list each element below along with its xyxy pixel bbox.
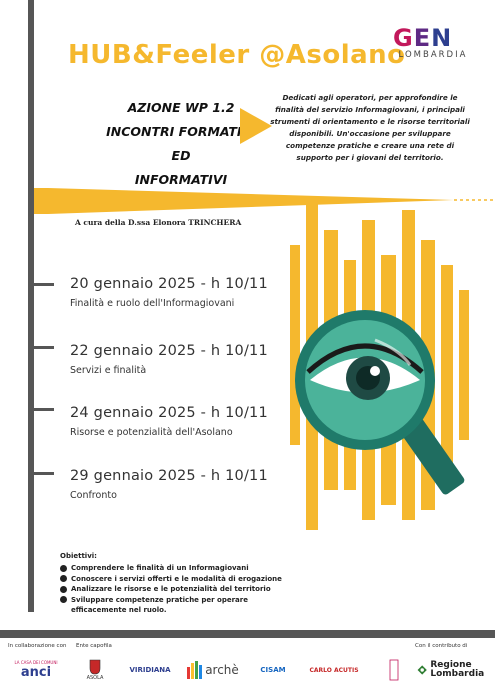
- event-item: [70, 276, 268, 309]
- sponsor-asola-logo: ASOLA: [72, 656, 118, 684]
- bullet-icon: [60, 575, 67, 582]
- footer-bar: [0, 630, 495, 638]
- timeline-tick: [34, 346, 54, 349]
- page-title: HUB&Feeler @Asolano: [68, 40, 406, 70]
- action-line-2: INCONTRI FORMATIVI ED: [106, 124, 256, 163]
- bullet-icon: [60, 565, 67, 572]
- bullet-icon: [60, 586, 67, 593]
- sponsor-regione-lombardia-logo: Regione Lombardia: [417, 656, 487, 684]
- event-item: [70, 468, 268, 501]
- action-line-3: INFORMATIVI: [134, 172, 228, 187]
- event-topic: Risorse e potenzialità dell'Asolano: [70, 427, 233, 438]
- sponsor-cisam-logo: CISAM: [260, 666, 286, 674]
- logo-sub: LOMBARDIA: [398, 50, 468, 60]
- sponsor-anci-logo: LA CASA DEI COMUNI anci: [14, 660, 58, 680]
- timeline-bar: [28, 0, 34, 612]
- curated-by: A cura della D.ssa Elonora TRINCHERA: [75, 218, 242, 227]
- arrow-icon: [240, 108, 272, 144]
- objectives-heading: Obiettivi:: [60, 552, 97, 560]
- magnifier-illustration: [280, 200, 480, 530]
- event-item: [70, 343, 268, 376]
- sponsor-carlo-acutis-logo: CARLO ACUTIS: [309, 666, 359, 674]
- timeline-tick: [34, 408, 54, 411]
- timeline-tick: [34, 472, 54, 475]
- description: Dedicati agli operatori, per approfondire le finalità del servizio Informagiovani, i principali strumenti di orientamento e le risorse territoriali disponibili. Un'occasione per sviluppare competenze pratiche e creare una rete di supporto per i giovani del territorio.: [270, 93, 470, 162]
- action-line-1: AZIONE WP 1.2: [127, 100, 235, 115]
- gen-lombardia-logo: [393, 24, 473, 60]
- event-topic: Finalità e ruolo dell'Informagiovani: [70, 298, 235, 309]
- event-date: 24 gennaio 2025 - h 10/11: [70, 405, 268, 421]
- objective-item: Conoscere i servizi offerti e le modalità di erogazione: [60, 574, 300, 585]
- sponsor-arche-logo: archè: [182, 656, 244, 684]
- objectives: [60, 552, 300, 616]
- timeline-tick: [34, 283, 54, 286]
- event-date: 29 gennaio 2025 - h 10/11: [70, 468, 268, 484]
- logo-main: G E N: [393, 24, 453, 52]
- contrib-label: Con il contributo di: [415, 643, 468, 649]
- event-item: [70, 405, 268, 438]
- bullet-icon: [60, 596, 67, 603]
- sponsor-viridiana-logo: VIRIDIANA: [129, 666, 171, 674]
- event-topic: Confronto: [70, 490, 117, 501]
- sponsor-emblem-logo: [386, 656, 402, 684]
- event-date: 22 gennaio 2025 - h 10/11: [70, 343, 268, 359]
- event-topic: Servizi e finalità: [70, 365, 147, 376]
- objective-item: Sviluppare competenze pratiche per operare efficacemente nel ruolo.: [60, 595, 300, 616]
- collab-label: In collaborazione con: [8, 643, 67, 649]
- objective-item: Analizzare le risorse e le potenzialità del territorio: [60, 584, 300, 595]
- objective-item: Comprendere le finalità di un Informagiovani: [60, 563, 300, 574]
- event-date: 20 gennaio 2025 - h 10/11: [70, 276, 268, 292]
- lead-label: Ente capofila: [76, 643, 112, 649]
